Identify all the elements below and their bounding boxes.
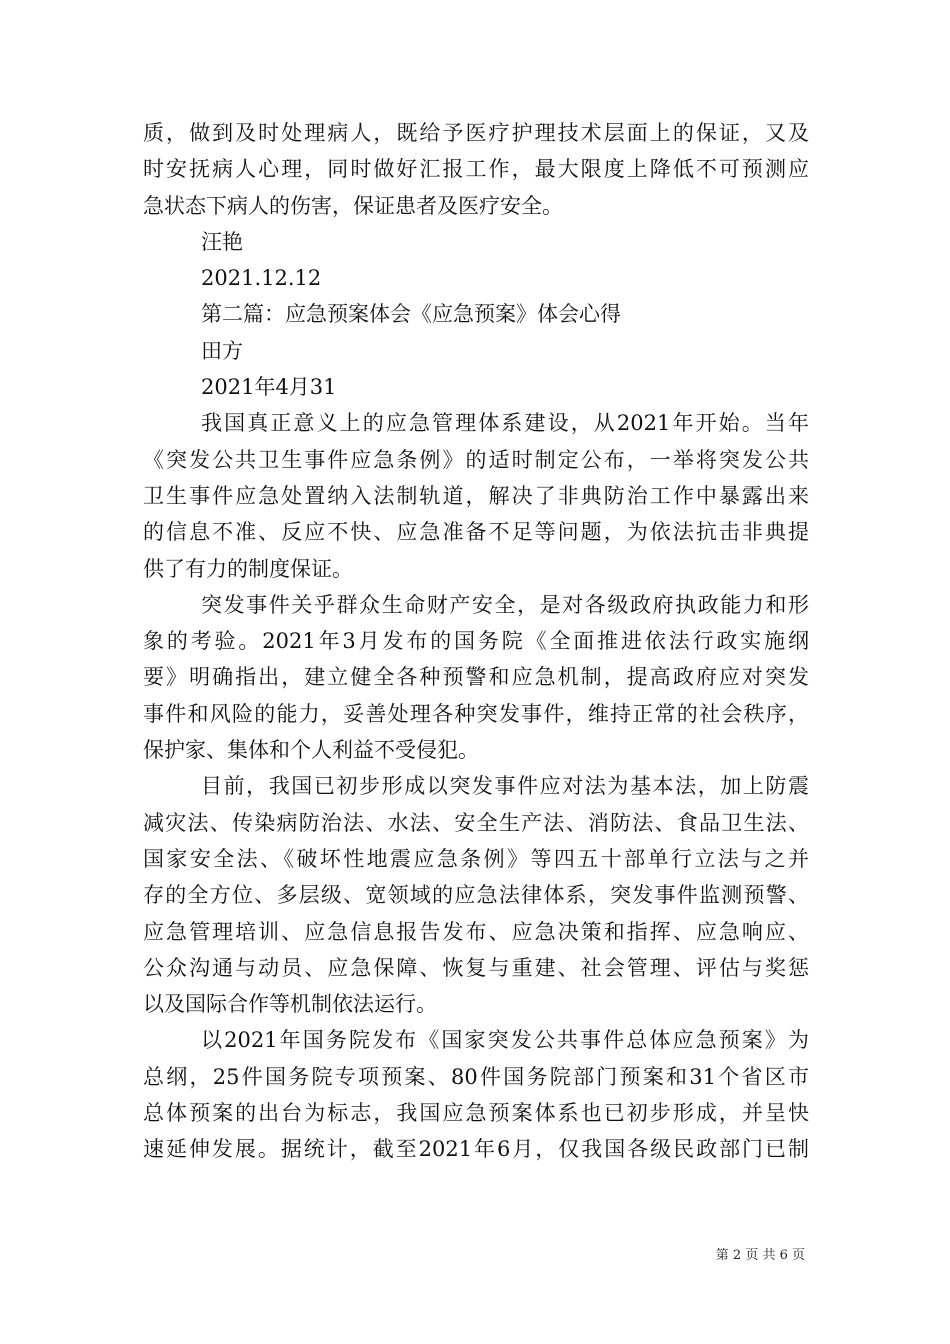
text-line: 保护家、集体和个人利益不受侵犯。 [143, 738, 479, 763]
text-line: 2021.12.12 [201, 266, 322, 291]
text-line: 田方 [201, 338, 243, 363]
text-line: 要》明确指出，建立健全各种预警和应急机制，提高政府应对突发 [143, 665, 809, 690]
text-line: 应急管理培训、应急信息报告发布、应急决策和指挥、应急响应、 [143, 919, 809, 944]
text-line: 总纲，25件国务院专项预案、80件国务院部门预案和31个省区市 [143, 1064, 809, 1089]
text-line: 《突发公共卫生事件应急条例》的适时制定公布，一举将突发公共 [143, 447, 809, 472]
text-line: 以2021年国务院发布《国家突发公共事件总体应急预案》为 [201, 1028, 809, 1053]
text-line: 时安抚病人心理，同时做好汇报工作，最大限度上降低不可预测应 [143, 157, 809, 182]
text-line: 的信息不准、反应不快、应急准备不足等问题，为依法抗击非典提 [143, 520, 809, 545]
text-line: 汪艳 [201, 229, 243, 254]
text-line: 供了有力的制度保证。 [143, 556, 353, 581]
text-line: 速延伸发展。据统计，截至2021年6月，仅我国各级民政部门已制 [143, 1137, 809, 1162]
text-line: 存的全方位、多层级、宽领域的应急法律体系，突发事件监测预警、 [143, 883, 809, 908]
document-body [143, 115, 809, 1168]
text-line: 卫生事件应急处置纳入法制轨道，解决了非典防治工作中暴露出来 [143, 483, 809, 508]
text-line: 2021年4月31 [201, 375, 337, 400]
text-line: 事件和风险的能力，妥善处理各种突发事件，维持正常的社会秩序， [143, 701, 809, 726]
text-line: 质，做到及时处理病人，既给予医疗护理技术层面上的保证，又及 [143, 121, 809, 145]
text-line: 我国真正意义上的应急管理体系建设，从2021年开始。当年 [201, 411, 809, 436]
text-line: 公众沟通与动员、应急保障、恢复与重建、社会管理、评估与奖惩 [143, 955, 809, 980]
page-footer: 第 2 页 共 6 页 [715, 1248, 805, 1263]
text-line: 象的考验。2021年3月发布的国务院《全面推进依法行政实施纲 [143, 629, 809, 654]
text-line: 突发事件关乎群众生命财产安全，是对各级政府执政能力和形 [201, 592, 809, 617]
text-line: 国家安全法、《破坏性地震应急条例》等四五十部单行立法与之并 [143, 846, 809, 871]
text-line: 急状态下病人的伤害，保证患者及医疗安全。 [143, 193, 563, 218]
text-line: 总体预案的出台为标志，我国应急预案体系也已初步形成，并呈快 [143, 1101, 809, 1126]
text-line: 第二篇：应急预案体会《应急预案》体会心得 [201, 302, 621, 327]
text-line: 目前，我国已初步形成以突发事件应对法为基本法，加上防震 [201, 774, 809, 799]
text-line: 以及国际合作等机制依法运行。 [143, 992, 437, 1017]
text-line: 减灾法、传染病防治法、水法、安全生产法、消防法、食品卫生法、 [143, 810, 809, 835]
